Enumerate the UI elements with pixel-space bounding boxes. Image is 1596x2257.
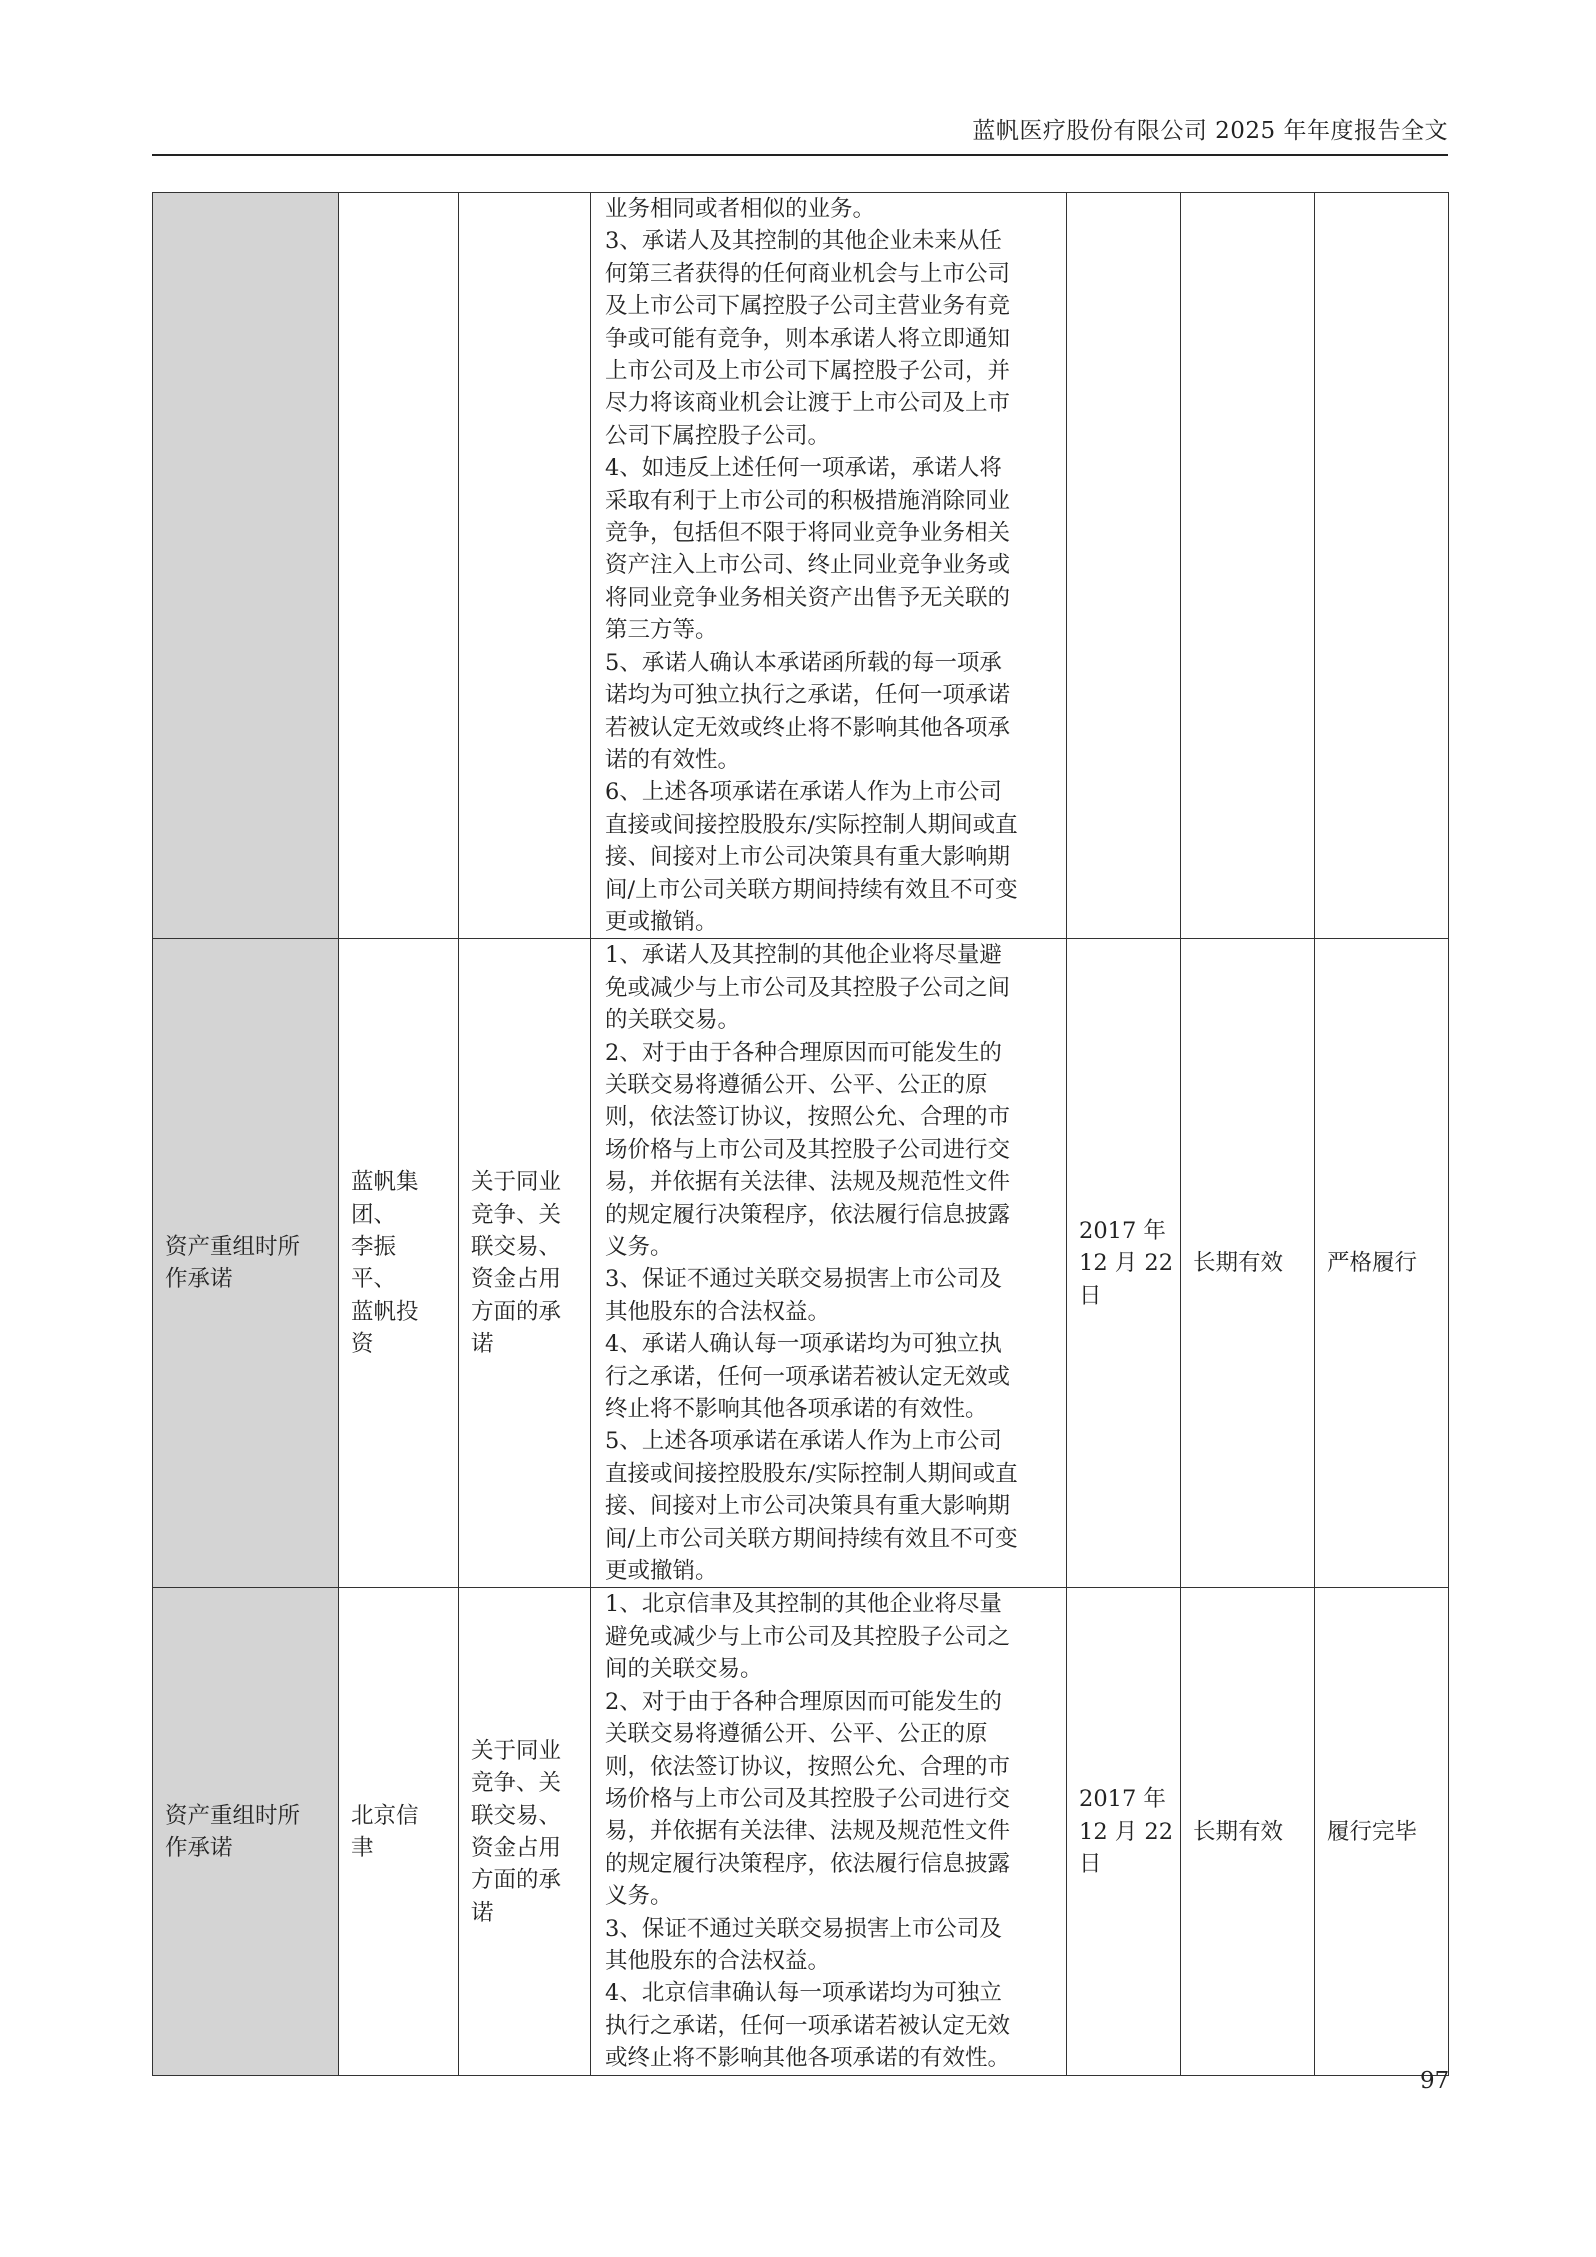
commitment-content-cell-line: 资产注入上市公司、终止同业竞争业务或 (605, 552, 1011, 579)
commitment-content-cell-line: 6、上述各项承诺在承诺人作为上市公司 (605, 779, 1002, 806)
commitment-content-cell-line: 直接或间接控股股东/实际控制人期间或直 (605, 1460, 1018, 1487)
commitment-category-cell-line: 关于同业 (471, 1169, 562, 1196)
table-row (153, 1588, 1449, 2076)
commitment-content-cell-line: 3、保证不通过关联交易损害上市公司及 (605, 1915, 1002, 1942)
commitment-category-cell-line: 竞争、关 (471, 1201, 562, 1228)
commitment-content-cell-line: 关联交易将遵循公开、公平、公正的原 (605, 1721, 988, 1748)
commitment-content-cell-line: 争或可能有竞争，则本承诺人将立即通知 (605, 325, 1011, 352)
commitment-content-cell-line: 义务。 (605, 1883, 673, 1910)
commitment-content-cell-line: 场价格与上市公司及其控股子公司进行交 (605, 1136, 1011, 1163)
commitment-party-cell-line: 资 (351, 1331, 374, 1358)
commitment-content-cell-line: 接、间接对上市公司决策具有重大影响期 (605, 1493, 1011, 1520)
table-row (153, 939, 1449, 1588)
commitment-date-cell (1067, 939, 1181, 1588)
commitment-content-cell-line: 诺均为可独立执行之承诺，任何一项承诺 (605, 682, 1011, 709)
commitment-content-cell-line: 执行之承诺，任何一项承诺若被认定无效 (605, 2012, 1011, 2039)
commitment-category-cell-line: 联交易、 (471, 1234, 562, 1260)
commitment-content-cell-line: 2、对于由于各种合理原因而可能发生的 (605, 1039, 1002, 1066)
page-header (152, 104, 1448, 156)
commitment-content-cell-line: 的规定履行决策程序，依法履行信息披露 (605, 1201, 1011, 1228)
commitment-content-cell-line: 易，并依据有关法律、法规及规范性文件 (605, 1169, 1011, 1196)
commitment-date-cell (1067, 1588, 1181, 2076)
commitment-content-cell-line: 4、如违反上述任何一项承诺，承诺人将 (605, 455, 1002, 482)
commitment-type-cell-line: 作承诺 (165, 1266, 233, 1293)
commitment-content-cell-line: 接、间接对上市公司决策具有重大影响期 (605, 844, 1011, 871)
commitment-content-cell-line: 将同业竞争业务相关资产出售予无关联的 (605, 584, 1011, 611)
commitment-content-cell-line: 4、北京信聿确认每一项承诺均为可独立 (605, 1980, 1002, 2007)
commitment-content-cell-line: 2、对于由于各种合理原因而可能发生的 (605, 1688, 1002, 1715)
commitment-content-cell-line: 或终止将不影响其他各项承诺的有效性。 (605, 2045, 1011, 2072)
commitment-party-cell-line: 平、 (351, 1266, 397, 1293)
commitment-content-cell-line: 更或撤销。 (605, 1558, 718, 1585)
commitment-category-cell (459, 1588, 591, 2076)
commitment-type-cell (153, 939, 339, 1588)
commitments-table (152, 192, 1449, 2076)
commitment-term-cell (1181, 1588, 1315, 2076)
commitment-date-cell-line: 2017 年 (1079, 1786, 1166, 1813)
commitment-content-cell-line: 义务。 (605, 1234, 673, 1260)
commitment-content-cell (591, 1588, 1067, 2076)
commitment-content-cell-line: 尽力将该商业机会让渡于上市公司及上市 (605, 390, 1011, 417)
commitment-category-cell-line: 联交易、 (471, 1802, 562, 1829)
commitment-content-cell-line: 及上市公司下属控股子公司主营业务有竞 (605, 293, 1011, 320)
table-row (153, 193, 1449, 939)
commitment-content-cell-line: 公司下属控股子公司。 (605, 422, 831, 449)
commitment-category-cell-line: 方面的承 (471, 1867, 562, 1894)
commitment-content-cell-line: 间/上市公司关联方期间持续有效且不可变 (605, 876, 1018, 903)
commitment-content-cell-line: 免或减少与上市公司及其控股子公司之间 (605, 974, 1011, 1001)
commitment-content-cell-line: 避免或减少与上市公司及其控股子公司之 (605, 1623, 1011, 1650)
fulfillment-status-cell-text: 履行完毕 (1327, 1818, 1418, 1845)
commitment-type-cell-line: 资产重组时所 (165, 1802, 301, 1829)
commitment-content-cell-line: 诺的有效性。 (605, 746, 741, 773)
commitment-content-cell-line: 直接或间接控股股东/实际控制人期间或直 (605, 811, 1018, 838)
commitment-category-cell-line: 资金占用 (471, 1266, 562, 1293)
commitment-content-cell-line: 上市公司及上市公司下属控股子公司，并 (605, 358, 1011, 385)
commitment-content-cell-line: 1、北京信聿及其控制的其他企业将尽量 (605, 1591, 1002, 1618)
commitment-party-cell-line: 蓝帆投 (351, 1298, 419, 1325)
commitment-party-cell-line: 蓝帆集 (351, 1169, 419, 1196)
commitment-content-cell-line: 1、承诺人及其控制的其他企业将尽量避 (605, 942, 1002, 969)
commitment-content-cell-line: 其他股东的合法权益。 (605, 1947, 831, 1974)
commitment-term-cell-text: 长期有效 (1193, 1818, 1284, 1845)
commitment-category-cell-line: 资金占用 (471, 1834, 562, 1861)
commitment-content-cell-line: 3、保证不通过关联交易损害上市公司及 (605, 1266, 1002, 1293)
commitment-category-cell-line: 方面的承 (471, 1298, 562, 1325)
commitment-content-cell-line: 其他股东的合法权益。 (605, 1298, 831, 1325)
fulfillment-status-cell (1315, 1588, 1449, 2076)
commitment-content-cell-line: 5、上述各项承诺在承诺人作为上市公司 (605, 1428, 1002, 1455)
commitment-party-cell (339, 1588, 459, 2076)
commitment-category-cell-line: 竞争、关 (471, 1770, 562, 1797)
commitment-content-cell-line: 则，依法签订协议，按照公允、合理的市 (605, 1753, 1011, 1780)
commitment-content-cell-line: 何第三者获得的任何商业机会与上市公司 (605, 260, 1011, 287)
commitment-date-cell-line: 12 月 22 (1079, 1818, 1174, 1845)
commitment-type-cell-line: 作承诺 (165, 1834, 233, 1861)
commitment-content-cell-line: 关联交易将遵循公开、公平、公正的原 (605, 1071, 988, 1098)
commitment-date-cell-line: 日 (1079, 1851, 1102, 1878)
commitment-content-cell-line: 间/上市公司关联方期间持续有效且不可变 (605, 1525, 1018, 1552)
commitment-content-cell-line: 3、承诺人及其控制的其他企业未来从任 (605, 228, 1002, 255)
commitment-content-cell-line: 若被认定无效或终止将不影响其他各项承 (605, 714, 1011, 741)
commitment-party-cell (339, 193, 459, 939)
commitment-content-cell-line: 4、承诺人确认每一项承诺均为可独立执 (605, 1331, 1002, 1358)
commitment-category-cell-line: 关于同业 (471, 1737, 562, 1764)
fulfillment-status-cell-text: 严格履行 (1327, 1250, 1418, 1277)
commitment-type-cell-line: 资产重组时所 (165, 1234, 301, 1260)
commitment-term-cell (1181, 193, 1315, 939)
commitment-content-cell-line: 竞争，包括但不限于将同业竞争业务相关 (605, 520, 1011, 547)
commitment-date-cell-line: 日 (1079, 1282, 1102, 1309)
commitment-content-cell-line: 第三方等。 (605, 617, 718, 644)
commitment-category-cell-line: 诺 (471, 1899, 494, 1926)
commitment-content-cell-line: 行之承诺，任何一项承诺若被认定无效或 (605, 1363, 1011, 1390)
commitment-date-cell (1067, 193, 1181, 939)
commitment-content-cell-line: 则，依法签订协议，按照公允、合理的市 (605, 1104, 1011, 1131)
commitment-content-cell-line: 间的关联交易。 (605, 1656, 763, 1683)
commitment-content-cell-line: 易，并依据有关法律、法规及规范性文件 (605, 1818, 1011, 1845)
commitment-party-cell-line: 李振 (351, 1234, 397, 1260)
commitment-content-cell-line: 终止将不影响其他各项承诺的有效性。 (605, 1396, 988, 1423)
commitment-party-cell-line: 聿 (351, 1834, 374, 1861)
commitment-content-cell-line: 业务相同或者相似的业务。 (605, 196, 876, 222)
page-number: 97 (1420, 2068, 1450, 2094)
commitment-category-cell (459, 193, 591, 939)
commitment-content-cell-line: 5、承诺人确认本承诺函所载的每一项承 (605, 649, 1002, 676)
commitment-content-cell (591, 939, 1067, 1588)
commitment-content-cell-line: 的关联交易。 (605, 1007, 741, 1034)
commitment-category-cell (459, 939, 591, 1588)
commitment-party-cell (339, 939, 459, 1588)
commitment-party-cell-line: 北京信 (351, 1802, 419, 1829)
commitment-party-cell-line: 团、 (351, 1201, 397, 1228)
commitment-content-cell-line: 场价格与上市公司及其控股子公司进行交 (605, 1785, 1011, 1812)
commitment-type-cell (153, 193, 339, 939)
fulfillment-status-cell (1315, 939, 1449, 1588)
commitment-term-cell-text: 长期有效 (1193, 1250, 1284, 1277)
commitment-term-cell (1181, 939, 1315, 1588)
commitment-content-cell-line: 更或撤销。 (605, 908, 718, 935)
commitment-type-cell (153, 1588, 339, 2076)
commitment-content-cell-line: 的规定履行决策程序，依法履行信息披露 (605, 1850, 1011, 1877)
commitment-content-cell (591, 193, 1067, 939)
header-title: 蓝帆医疗股份有限公司 2025 年年度报告全文 (972, 118, 1448, 144)
commitment-category-cell-line: 诺 (471, 1331, 494, 1358)
table-body (153, 193, 1449, 2076)
commitment-date-cell-line: 2017 年 (1079, 1217, 1166, 1244)
commitment-date-cell-line: 12 月 22 (1079, 1250, 1174, 1277)
commitment-content-cell-line: 采取有利于上市公司的积极措施消除同业 (605, 487, 1011, 514)
fulfillment-status-cell (1315, 193, 1449, 939)
